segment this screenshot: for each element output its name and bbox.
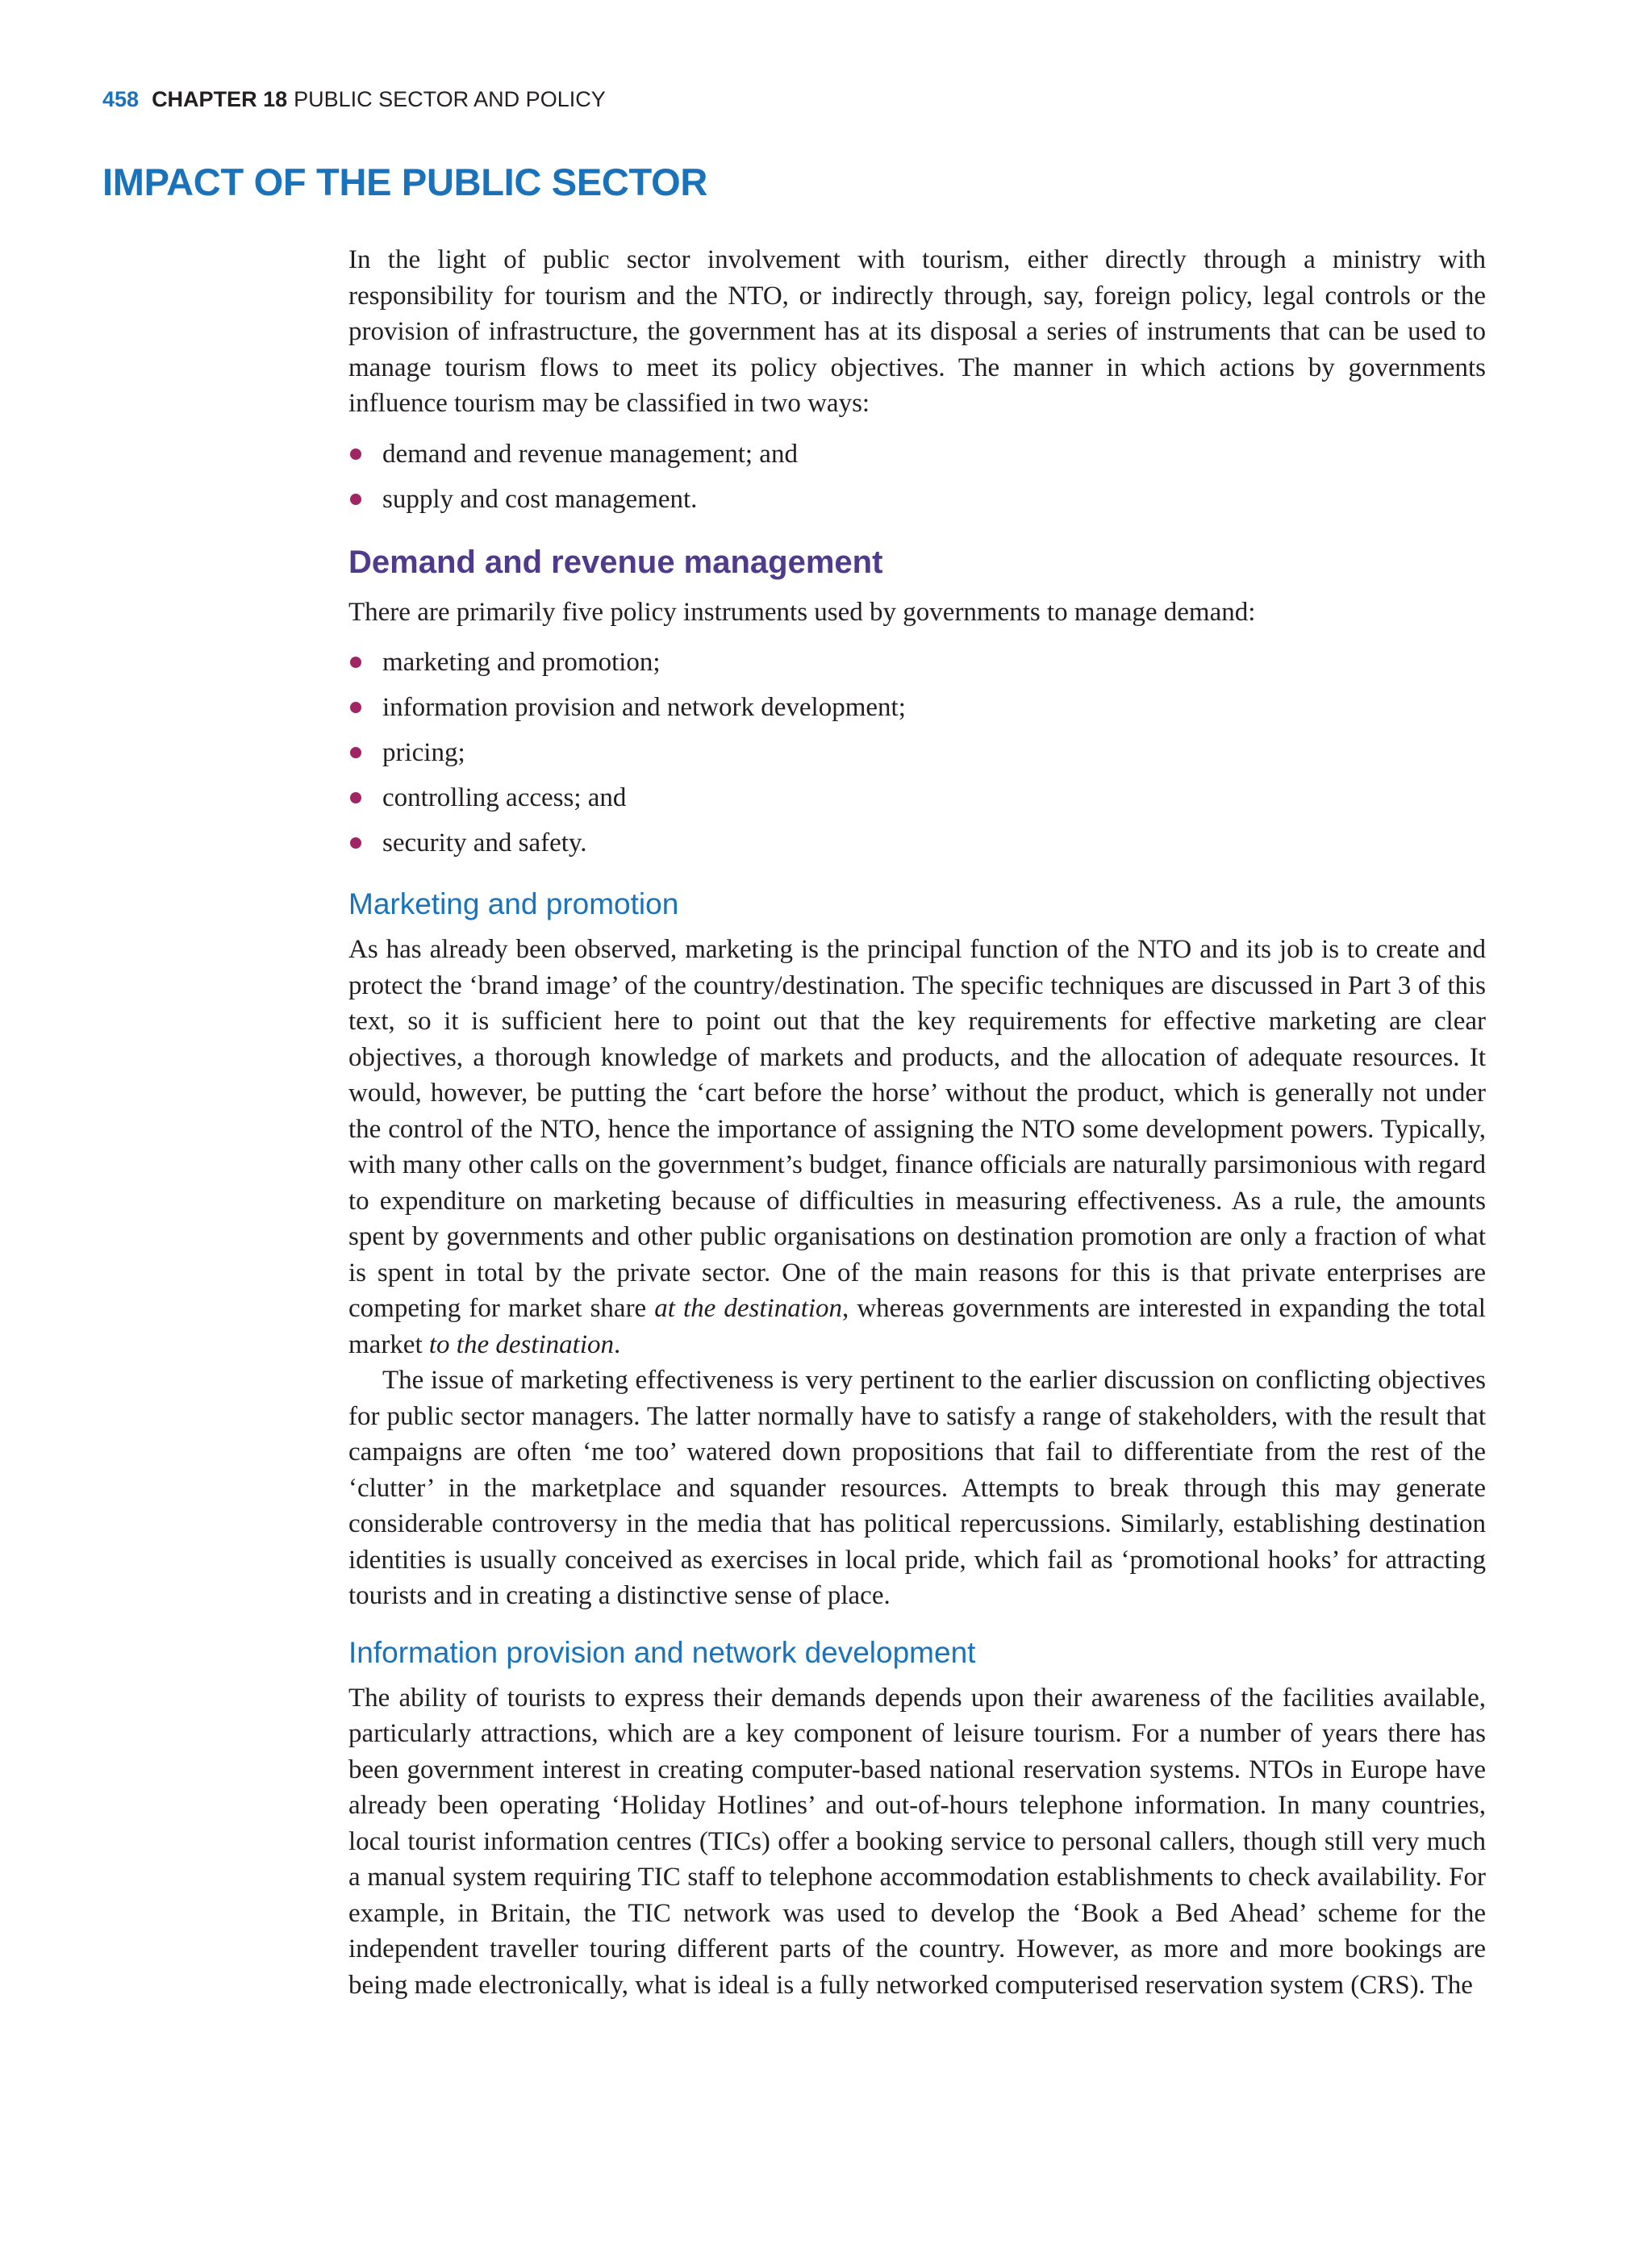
bullet-icon [350, 449, 361, 460]
information-heading: Information provision and network development [348, 1635, 976, 1669]
marketing-paragraph-2: The issue of marketing effectiveness is very pertinent to the earlier discussion on conflicting objectives for public sector managers. The latter normally have to satisfy a range of stakeholders, with the result that campaigns are often ‘me too’ watered down propositions that fail to differentiate from the rest of the ‘clutter’ in the marketplace and squander resources. Attempts to break through this may generate considerable controversy in the media that has political repercussions. Similarly, establishing destination identities is usually conceived as exercises in local pride, which fail as ‘promotional hooks’ for attracting tourists and in creating a distinctive sense of place. [348, 1366, 1486, 1610]
list-item: information provision and network development; [348, 685, 1486, 730]
list-item: controlling access; and [348, 775, 1486, 820]
list-item: supply and cost management. [348, 477, 1486, 522]
information-paragraph: The ability of tourists to express their demands depends upon their awareness of the facilities available, particularly attractions, which are a key component of leisure tourism. For a number of years there has been government interest in creating computer-based national reservation systems. NTOs in Europe have already been operating ‘Holiday Hotlines’ and out-of-hours telephone information. In many countries, local tourist information centres (TICs) offer a booking service to personal callers, though still very much a manual system requiring TIC staff to telephone accommodation establishments to check availability. For example, in Britain, the TIC network was used to develop the ‘Book a Bed Ahead’ scheme for the independent traveller touring different parts of the country. However, as more and more bookings are being made electronically, what is ideal is a fully networked computerised reservation system (CRS). The [348, 1683, 1486, 2000]
chapter-label: CHAPTER 18 [152, 87, 288, 111]
demand-lead: There are primarily five policy instruments used by governments to manage demand: [348, 597, 1256, 627]
list-item: demand and revenue management; and [348, 432, 1486, 477]
bullet-icon [350, 657, 361, 668]
list-item: pricing; [348, 730, 1486, 775]
page-number: 458 [102, 87, 140, 111]
demand-bullet-list [348, 640, 1486, 866]
list-item: security and safety. [348, 820, 1486, 866]
intro-bullet-list [348, 432, 1486, 522]
bullet-icon [350, 494, 361, 505]
list-item: marketing and promotion; [348, 640, 1486, 685]
intro-paragraph: In the light of public sector involvement with tourism, either directly through a ministry with responsibility for tourism and the NTO, or indirectly through, say, foreign policy, legal controls or the provision of infrastructure, the government has at its disposal a series of instruments that can be used to manage tourism flows to meet its policy objectives. The manner in which actions by governments influence tourism may be classified in two ways: [348, 245, 1486, 418]
bullet-icon [350, 702, 361, 713]
bullet-icon [350, 837, 361, 849]
bullet-icon [350, 747, 361, 758]
body-content [348, 242, 1486, 2003]
marketing-heading: Marketing and promotion [348, 887, 679, 920]
chapter-title: PUBLIC SECTOR AND POLICY [294, 87, 606, 111]
demand-heading: Demand and revenue management [348, 544, 883, 580]
bullet-icon [350, 792, 361, 803]
section-title: IMPACT OF THE PUBLIC SECTOR [102, 161, 708, 203]
marketing-paragraph-1: As has already been observed, marketing is the principal function of the NTO and its job is to create and protect the ‘brand image’ of the country/destination. The specific techniques are discussed in Part 3 of this text, so it is sufficient here to point out that the key requirements for effective marketing are clear objectives, a thorough knowledge of markets and products, and the allocation of adequate resources. It would, however, be putting the ‘cart before the horse’ without the product, which is generally not under the control of the NTO, hence the importance of assigning the NTO some development powers. Typically, with many other calls on the government’s budget, finance officials are naturally parsimonious with regard to expenditure on marketing because of difficulties in measuring effectiveness. As a rule, the amounts spent by governments and other public organisations on destination promotion are only a fraction of what is spent in total by the private sector. One of the main reasons for this is that private enterprises are competing for market share at the destination, whereas governments are interested in expanding the total market to the destination. [348, 935, 1486, 1359]
running-head [102, 87, 606, 112]
